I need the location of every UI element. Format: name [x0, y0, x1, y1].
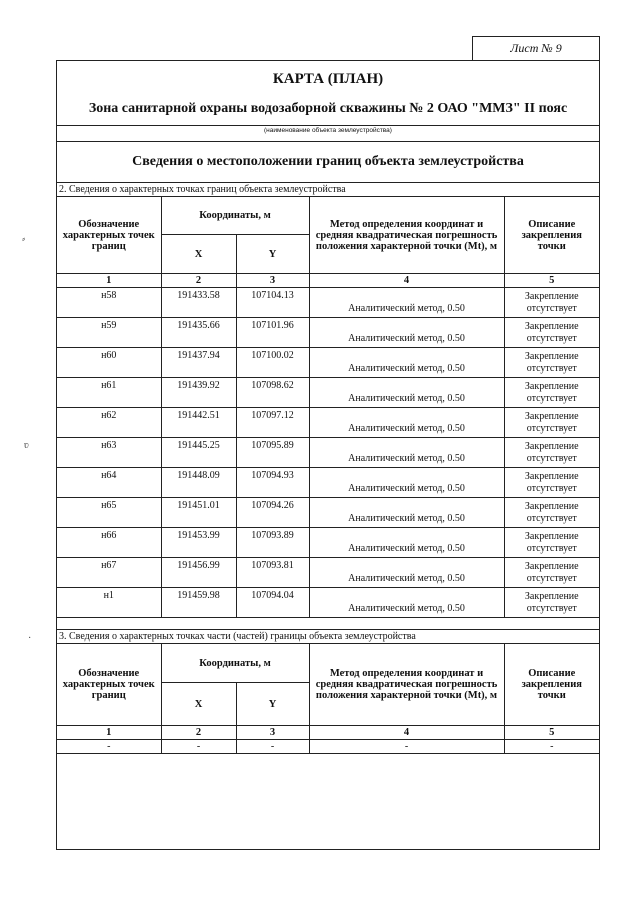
- table-row: [57, 588, 599, 618]
- point-cell: н64: [57, 468, 161, 498]
- description-cell: Закрепление отсутствует: [504, 288, 599, 318]
- sheet-number: Лист № 9: [472, 36, 600, 60]
- point-cell: н60: [57, 348, 161, 378]
- column-numbers-row: [57, 274, 599, 288]
- method-cell: Аналитический метод, 0.50: [309, 348, 504, 378]
- point-cell: н66: [57, 528, 161, 558]
- scan-mark: ·: [28, 633, 32, 644]
- col-number: 5: [504, 726, 599, 740]
- method-cell: Аналитический метод, 0.50: [309, 288, 504, 318]
- method-cell: Аналитический метод, 0.50: [309, 528, 504, 558]
- col-number: 3: [236, 726, 309, 740]
- table-row: [57, 740, 599, 754]
- method-cell: Аналитический метод, 0.50: [309, 588, 504, 618]
- boundary-points-table: [57, 197, 599, 618]
- method-cell: Аналитический метод, 0.50: [309, 498, 504, 528]
- x-cell: 191442.51: [161, 408, 236, 438]
- col-number: 1: [57, 726, 161, 740]
- scan-mark: ⸗: [22, 234, 26, 245]
- point-cell: н62: [57, 408, 161, 438]
- description-cell: Закрепление отсутствует: [504, 588, 599, 618]
- header-method: Метод определения координат и средняя квадратическая погрешность положения характерной точки (Mt), м: [309, 644, 504, 726]
- header-y: Y: [236, 683, 309, 726]
- description-cell: -: [504, 740, 599, 754]
- table-row: [57, 288, 599, 318]
- x-cell: 191453.99: [161, 528, 236, 558]
- x-cell: 191437.94: [161, 348, 236, 378]
- y-cell: 107101.96: [236, 318, 309, 348]
- description-cell: Закрепление отсутствует: [504, 408, 599, 438]
- x-cell: 191433.58: [161, 288, 236, 318]
- y-cell: 107093.89: [236, 528, 309, 558]
- column-numbers-row: [57, 726, 599, 740]
- document-frame: [56, 60, 600, 850]
- x-cell: 191445.25: [161, 438, 236, 468]
- object-name-caption: (наименование объекта землеустройства): [57, 125, 599, 135]
- x-cell: 191435.66: [161, 318, 236, 348]
- method-cell: -: [309, 740, 504, 754]
- method-cell: Аналитический метод, 0.50: [309, 558, 504, 588]
- section2-heading: 2. Сведения о характерных точках границ объекта землеустройства: [57, 183, 599, 197]
- method-cell: Аналитический метод, 0.50: [309, 408, 504, 438]
- y-cell: 107098.62: [236, 378, 309, 408]
- point-cell: н67: [57, 558, 161, 588]
- point-cell: н1: [57, 588, 161, 618]
- y-cell: 107093.81: [236, 558, 309, 588]
- point-cell: н65: [57, 498, 161, 528]
- point-cell: н58: [57, 288, 161, 318]
- header-x: X: [161, 235, 236, 274]
- header-x: X: [161, 683, 236, 726]
- header-description: Описание закрепления точки: [504, 644, 599, 726]
- table-row: [57, 408, 599, 438]
- point-cell: н63: [57, 438, 161, 468]
- table-row: [57, 528, 599, 558]
- header-description: Описание закрепления точки: [504, 197, 599, 274]
- method-cell: Аналитический метод, 0.50: [309, 468, 504, 498]
- header-designation: Обозначение характерных точек границ: [57, 197, 161, 274]
- point-cell: н59: [57, 318, 161, 348]
- map-title: КАРТА (ПЛАН): [272, 71, 384, 87]
- description-cell: Закрепление отсутствует: [504, 528, 599, 558]
- x-cell: 191448.09: [161, 468, 236, 498]
- header-y: Y: [236, 235, 309, 274]
- method-cell: Аналитический метод, 0.50: [309, 318, 504, 348]
- table-row: [57, 498, 599, 528]
- point-cell: н61: [57, 378, 161, 408]
- col-number: 2: [161, 726, 236, 740]
- table-row: [57, 318, 599, 348]
- description-cell: Закрепление отсутствует: [504, 498, 599, 528]
- description-cell: Закрепление отсутствует: [504, 348, 599, 378]
- y-cell: 107104.13: [236, 288, 309, 318]
- col-number: 4: [309, 726, 504, 740]
- document-header: [57, 71, 599, 135]
- point-cell: -: [57, 740, 161, 754]
- col-number: 5: [504, 274, 599, 288]
- x-cell: -: [161, 740, 236, 754]
- col-number: 1: [57, 274, 161, 288]
- x-cell: 191439.92: [161, 378, 236, 408]
- header-coords: Координаты, м: [161, 644, 309, 683]
- method-cell: Аналитический метод, 0.50: [309, 378, 504, 408]
- y-cell: -: [236, 740, 309, 754]
- y-cell: 107100.02: [236, 348, 309, 378]
- header-method: Метод определения координат и средняя квадратическая погрешность положения характерной точки (Mt), м: [309, 197, 504, 274]
- y-cell: 107097.12: [236, 408, 309, 438]
- section-gap: [57, 618, 599, 630]
- scan-mark: ʋ: [24, 440, 29, 451]
- y-cell: 107095.89: [236, 438, 309, 468]
- description-cell: Закрепление отсутствует: [504, 468, 599, 498]
- table-row: [57, 348, 599, 378]
- y-cell: 107094.26: [236, 498, 309, 528]
- description-cell: Закрепление отсутствует: [504, 318, 599, 348]
- col-number: 4: [309, 274, 504, 288]
- section-title: Сведения о местоположении границ объекта землеустройства: [57, 141, 599, 183]
- table-row: [57, 468, 599, 498]
- part-boundary-points-table: [57, 644, 599, 754]
- description-cell: Закрепление отсутствует: [504, 558, 599, 588]
- y-cell: 107094.04: [236, 588, 309, 618]
- col-number: 3: [236, 274, 309, 288]
- table-row: [57, 378, 599, 408]
- table-row: [57, 558, 599, 588]
- table-row: [57, 438, 599, 468]
- col-number: 2: [161, 274, 236, 288]
- y-cell: 107094.93: [236, 468, 309, 498]
- description-cell: Закрепление отсутствует: [504, 378, 599, 408]
- x-cell: 191456.99: [161, 558, 236, 588]
- x-cell: 191451.01: [161, 498, 236, 528]
- description-cell: Закрепление отсутствует: [504, 438, 599, 468]
- x-cell: 191459.98: [161, 588, 236, 618]
- object-name: Зона санитарной охраны водозаборной скважины № 2 ОАО "ММЗ" II пояс: [88, 101, 568, 116]
- header-coords: Координаты, м: [161, 197, 309, 235]
- header-designation: Обозначение характерных точек границ: [57, 644, 161, 726]
- section3-heading: 3. Сведения о характерных точках части (частей) границы объекта землеустройства: [57, 630, 599, 644]
- method-cell: Аналитический метод, 0.50: [309, 438, 504, 468]
